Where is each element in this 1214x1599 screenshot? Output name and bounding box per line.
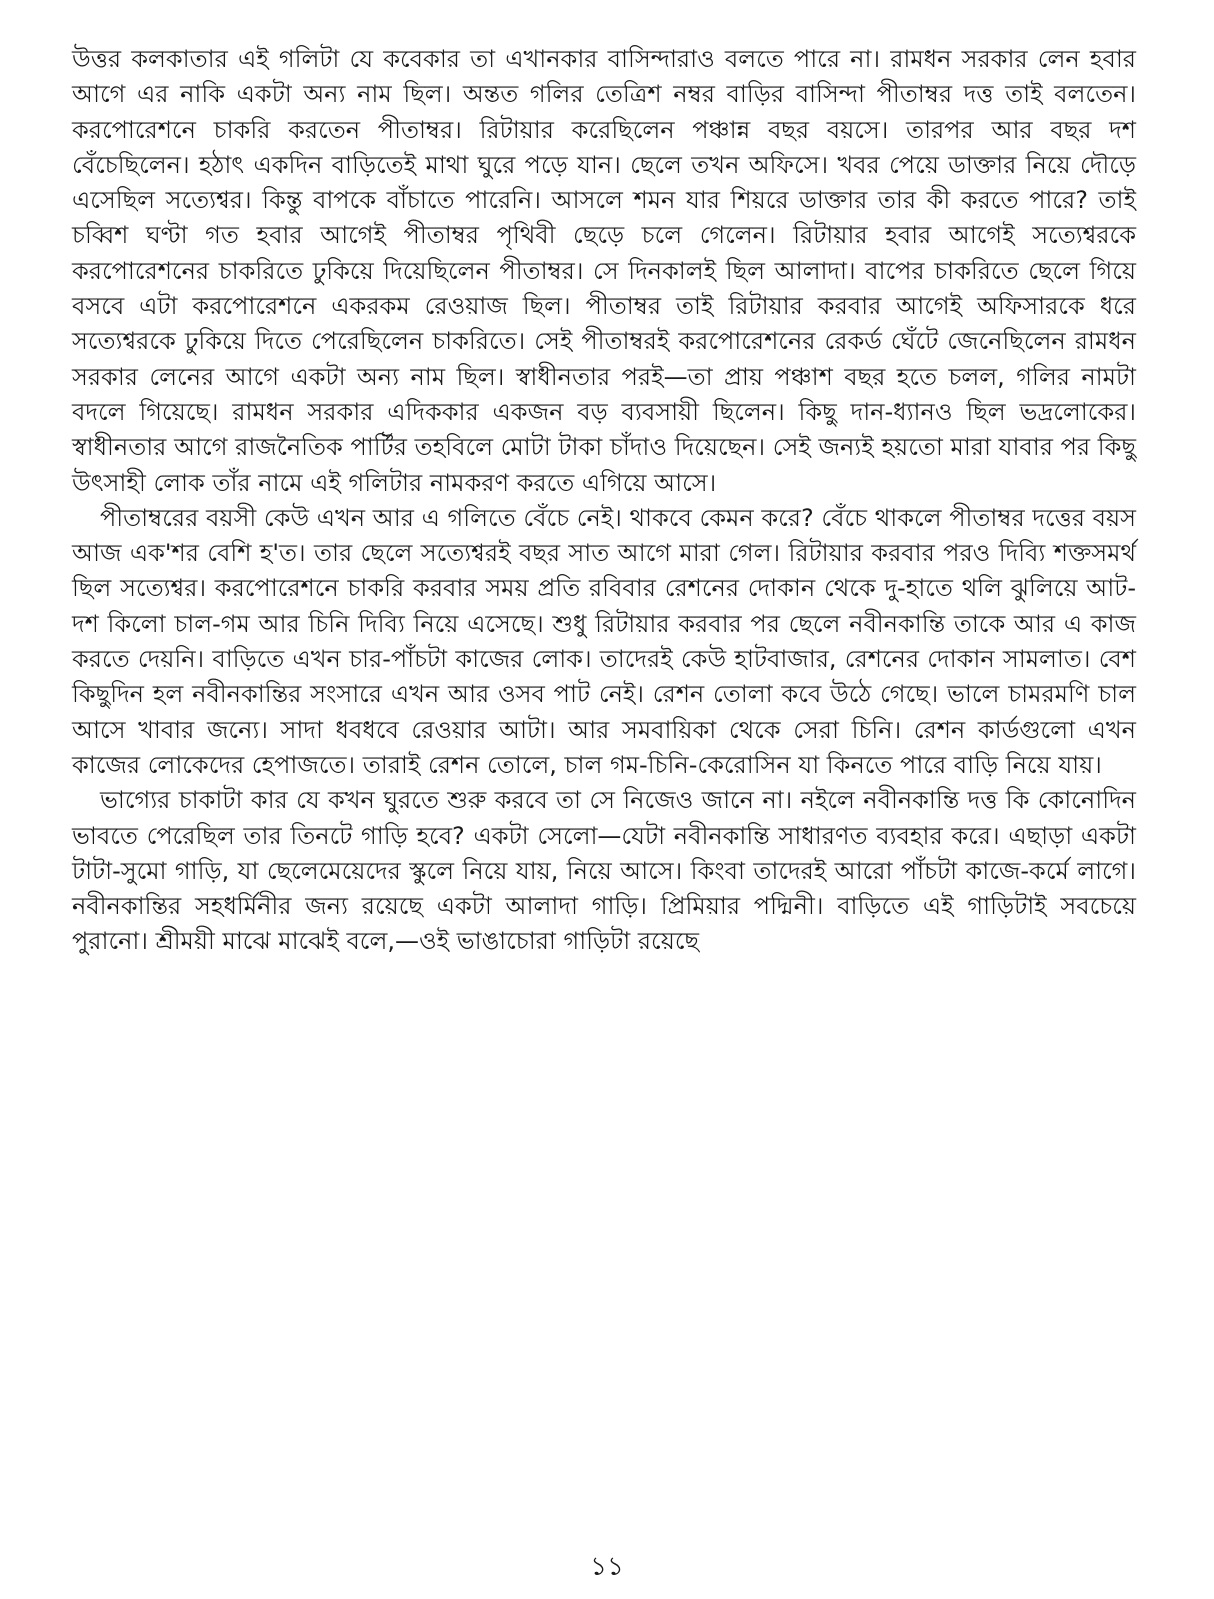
paragraph-3: ভাগ্যের চাকাটা কার যে কখন ঘুরতে শুরু করবে তা সে নিজেও জানে না। নইলে নবীনকান্তি দত্ত কি কোনোদিন ভাবতে পেরেছিল তার তিনটে গাড়ি হবে? একটা সেলো—যেটা নবীনকান্তি সাধারণত ব্যবহার করে। এছাড়া একটা টাটা-সুমো গাড়ি, যা ছেলেমেয়েদের স্কুলে নিয়ে যায়, নিয়ে আসে। কিংবা তাদেরই আরো পাঁচটা কাজে-কর্মে লাগে। নবীনকান্তির সহধর্মিনীর জন্য রয়েছে একটা আলাদা গাড়ি। প্রিমিয়ার পদ্মিনী। বাড়িতে এই গাড়িটাই সবচেয়ে পুরানো। শ্রীময়ী মাঝে মাঝেই বলে,—ওই ভাঙাচোরা গাড়িটা রয়েছে (72, 786, 1136, 956)
page-number: ১১ (590, 1552, 624, 1582)
paragraph-2: পীতাম্বরের বয়সী কেউ এখন আর এ গলিতে বেঁচে নেই। থাকবে কেমন করে? বেঁচে থাকলে পীতাম্বর দত্তের বয়স আজ এক'শর বেশি হ'ত। তার ছেলে সত্যেশ্বরই বছর সাত আগে মারা গেল। রিটায়ার করবার পরও দিব্যি শক্তসমর্থ ছিল সত্যেশ্বর। করপোরেশনে চাকরি করবার সময় প্রতি রবিবার রেশনের দোকান থেকে দু-হাতে থলি ঝুলিয়ে আট-দশ কিলো চাল-গম আর চিনি দিব্যি নিয়ে এসেছে। শুধু রিটায়ার করবার পর ছেলে নবীনকান্তি তাকে আর এ কাজ করতে দেয়নি। বাড়িতে এখন চার-পাঁচটা কাজের লোক। তাদেরই কেউ হাটবাজার, রেশনের দোকান সামলাত। বেশ কিছুদিন হল নবীনকান্তির সংসারে এখন আর ওসব পাট নেই। রেশন তোলা কবে উঠে গেছে। ভালে চামরমণি চাল আসে খাবার জন্যে। সাদা ধবধবে রেওয়ার আটা। আর সমবায়িকা থেকে সেরা চিনি। রেশন কার্ডগুলো এখন কাজের লোকেদের হেপাজতে। তারাই রেশন তোলে, চাল গম-চিনি-কেরোসিন যা কিনতে পারে বাড়ি নিয়ে যায়। (72, 503, 1136, 779)
paragraph-1: উত্তর কলকাতার এই গলিটা যে কবেকার তা এখানকার বাসিন্দারাও বলতে পারে না। রামধন সরকার লেন হবার আগে এর নাকি একটা অন্য নাম ছিল। অন্তত গলির তেত্রিশ নম্বর বাড়ির বাসিন্দা পীতাম্বর দত্ত তাই বলতেন। করপোরেশনে চাকরি করতেন পীতাম্বর। রিটায়ার করেছিলেন পঞ্চান্ন বছর বয়সে। তারপর আর বছর দশ বেঁচেছিলেন। হঠাৎ একদিন বাড়িতেই মাথা ঘুরে পড়ে যান। ছেলে তখন অফিসে। খবর পেয়ে ডাক্তার নিয়ে দৌড়ে এসেছিল সত্যেশ্বর। কিন্তু বাপকে বাঁচাতে পারেনি। আসলে শমন যার শিয়রে ডাক্তার তার কী করতে পারে? তাই চব্বিশ ঘণ্টা গত হবার আগেই পীতাম্বর পৃথিবী ছেড়ে চলে গেলেন। রিটায়ার হবার আগেই সত্যেশ্বরকে করপোরেশনের চাকরিতে ঢুকিয়ে দিয়েছিলেন পীতাম্বর। সে দিনকালই ছিল আলাদা। বাপের চাকরিতে ছেলে গিয়ে বসবে এটা করপোরেশনে একরকম রেওয়াজ ছিল। পীতাম্বর তাই রিটায়ার করবার আগেই অফিসারকে ধরে সত্যেশ্বরকে ঢুকিয়ে দিতে পেরেছিলেন চাকরিতে। সেই পীতাম্বরই করপোরেশনের রেকর্ড ঘেঁটে জেনেছিলেন রামধন সরকার লেনের আগে একটা অন্য নাম ছিল। স্বাধীনতার পরই—তা প্রায় পঞ্চাশ বছর হতে চলল, গলির নামটা বদলে গিয়েছে। রামধন সরকার এদিককার একজন বড় ব্যবসায়ী ছিলেন। কিছু দান-ধ্যানও ছিল ভদ্রলোকের। স্বাধীনতার আগে রাজনৈতিক পার্টির তহবিলে মোটা টাকা চাঁদাও দিয়েছেন। সেই জন্যই হয়তো মারা যাবার পর কিছু উৎসাহী লোক তাঁর নামে এই গলিটার নামকরণ করতে এগিয়ে আসে। (72, 45, 1136, 497)
page-body (72, 42, 1136, 1552)
